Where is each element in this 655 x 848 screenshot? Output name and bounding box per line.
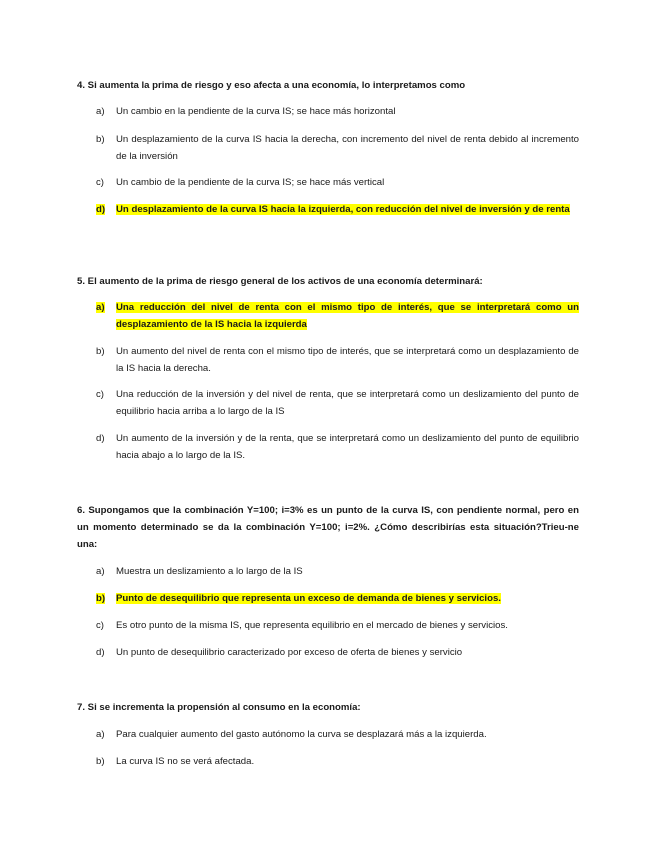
option-text: Es otro punto de la misma IS, que representa equilibrio en el mercado de bienes y servicios. (116, 620, 508, 631)
question-4: 4. Si aumenta la prima de riesgo y eso afecta a una economía, lo interpretamos como (77, 80, 466, 91)
option-letter: d) (96, 433, 105, 444)
option-letter: d) (96, 204, 106, 215)
option-6a (96, 564, 579, 581)
option-6c (96, 618, 579, 635)
option-7a (96, 727, 579, 744)
option-letter: d) (96, 647, 105, 658)
option-4a (96, 104, 579, 121)
option-text: Un desplazamiento de la curva IS hacia la derecha, con incremento del nivel de renta debido al incremento de la inversión (116, 134, 579, 162)
option-5b (96, 344, 579, 377)
option-letter: b) (96, 756, 105, 767)
option-text: Una reducción del nivel de renta con el mismo tipo de interés, que se interpretará como un desplazamiento de la IS hacia la izquierda (116, 302, 579, 330)
option-letter: b) (96, 593, 106, 604)
option-letter: a) (96, 106, 105, 117)
option-6b (96, 591, 579, 608)
option-text: Un cambio en la pendiente de la curva IS; se hace más horizontal (116, 106, 396, 117)
option-4d (96, 202, 579, 219)
option-text: Un punto de desequilibrio caracterizado por exceso de oferta de bienes y servicio (116, 647, 463, 658)
option-text: Punto de desequilibrio que representa un exceso de demanda de bienes y servicios. (116, 593, 501, 604)
question-7: 7. Si se incrementa la propensión al consumo en la economía: (77, 702, 361, 713)
option-letter: c) (96, 177, 104, 188)
option-text: Un desplazamiento de la curva IS hacia la izquierda, con reducción del nivel de inversión y de renta (116, 204, 570, 215)
option-4b (96, 132, 579, 165)
option-text: La curva IS no se verá afectada. (116, 756, 255, 767)
question-5: 5. El aumento de la prima de riesgo general de los activos de una economía determinará: (77, 276, 483, 287)
option-text: Un aumento del nivel de renta con el mismo tipo de interés, que se interpretará como un desplazamiento de la IS hacia la derecha. (116, 346, 579, 374)
option-4c (96, 175, 579, 192)
option-letter: a) (96, 729, 105, 740)
option-7b (96, 754, 579, 771)
option-5d (96, 431, 579, 464)
option-letter: b) (96, 134, 105, 145)
option-letter: c) (96, 389, 104, 400)
option-text: Para cualquier aumento del gasto autónomo la curva se desplazará más a la izquierda. (116, 729, 487, 740)
option-letter: b) (96, 346, 105, 357)
question-6: 6. Supongamos que la combinación Y=100; i=3% es un punto de la curva IS, con pendiente normal, pero en un momento determinado se da la combinación Y=100; i=2%. ¿Cómo describirías esta situación?Trieu-ne una: (77, 505, 579, 550)
option-5a (96, 300, 579, 333)
option-6d (96, 645, 579, 662)
option-letter: a) (96, 566, 105, 577)
option-text: Una reducción de la inversión y del nivel de renta, que se interpretará como un deslizamiento del punto de equilibrio hacia arriba a lo largo de la IS (116, 389, 579, 417)
option-letter: a) (96, 302, 105, 313)
option-letter: c) (96, 620, 104, 631)
option-text: Un aumento de la inversión y de la renta, que se interpretará como un deslizamiento del punto de equilibrio hacia abajo a lo largo de la IS. (116, 433, 579, 461)
option-text: Un cambio de la pendiente de la curva IS; se hace más vertical (116, 177, 385, 188)
option-5c (96, 387, 579, 420)
option-text: Muestra un deslizamiento a lo largo de la IS (116, 566, 303, 577)
